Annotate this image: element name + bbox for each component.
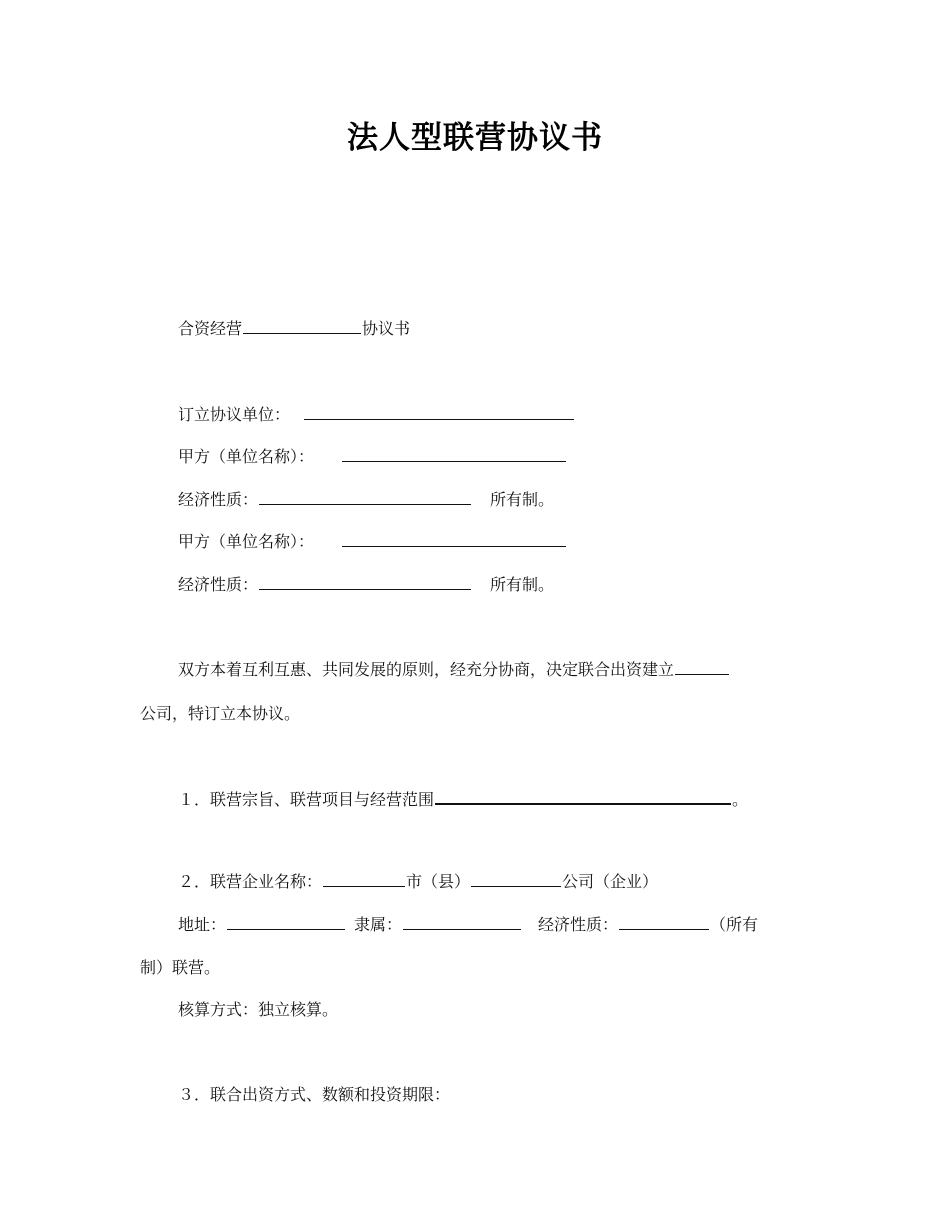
agreement-prefix: 合资经营 [178, 319, 243, 338]
clause-3-line [178, 1083, 450, 1107]
party-b-line [178, 530, 567, 554]
party-b-economy-blank[interactable] [259, 573, 471, 590]
ownership-open: （所有 [710, 915, 759, 934]
clause-1-blank[interactable] [435, 787, 731, 805]
address-label: 地址： [178, 915, 227, 934]
party-b-economy-label: 经济性质： [178, 575, 259, 594]
party-a-blank[interactable] [342, 445, 566, 462]
party-a-economy-line [178, 488, 554, 512]
party-a-ownership-suffix: 所有制。 [490, 490, 555, 509]
party-b-ownership-suffix: 所有制。 [490, 575, 555, 594]
clause-2-ownership-line [140, 956, 220, 980]
clause-2-city: 市（县） [406, 872, 471, 891]
clause-2-company-blank[interactable] [471, 870, 561, 887]
party-a-economy-blank[interactable] [259, 488, 471, 505]
clause-1-line [178, 787, 748, 812]
clause-3-text: ３．联合出资方式、数额和投资期限： [178, 1085, 451, 1104]
party-a-economy-label: 经济性质： [178, 490, 259, 509]
party-a-label: 甲方（单位名称）： [178, 447, 315, 466]
intro-line-1 [178, 658, 730, 682]
affiliation-label: 隶属： [354, 915, 403, 934]
agreement-name-line [178, 317, 410, 341]
document-title: 法人型联营协议书 [347, 120, 603, 156]
party-b-label: 甲方（单位名称）： [178, 532, 315, 551]
signing-units-line [178, 403, 575, 427]
address-blank[interactable] [227, 913, 345, 930]
clause-1-text: １．联营宗旨、联营项目与经营范围 [178, 790, 435, 809]
clause-2-economy-blank[interactable] [619, 913, 709, 930]
intro-company-blank[interactable] [675, 658, 729, 675]
clause-2-company: 公司（企业） [562, 872, 659, 891]
intro-text-1: 双方本着互利互惠、共同发展的原则，经充分协商，决定联合出资建立 [178, 660, 675, 679]
clause-2-economy-label: 经济性质： [538, 915, 619, 934]
affiliation-blank[interactable] [403, 913, 521, 930]
party-a-line [178, 445, 567, 469]
intro-line-2 [140, 702, 300, 726]
signing-units-blank[interactable] [304, 403, 574, 420]
agreement-suffix: 协议书 [362, 319, 411, 338]
signing-units-label: 订立协议单位： [178, 405, 291, 424]
party-b-blank[interactable] [342, 530, 566, 547]
clause-2-address-line [178, 913, 758, 937]
accounting-line [178, 998, 338, 1022]
clause-1-end: 。 [732, 790, 749, 809]
clause-2-line [178, 870, 658, 894]
clause-2-city-blank[interactable] [323, 870, 405, 887]
intro-text-2: 公司，特订立本协议。 [140, 704, 301, 723]
party-b-economy-line [178, 573, 554, 597]
clause-2-label: ２．联营企业名称： [178, 872, 323, 891]
accounting-text: 核算方式：独立核算。 [178, 1000, 339, 1019]
agreement-name-blank[interactable] [243, 317, 361, 334]
ownership-close: 制）联营。 [140, 958, 221, 977]
